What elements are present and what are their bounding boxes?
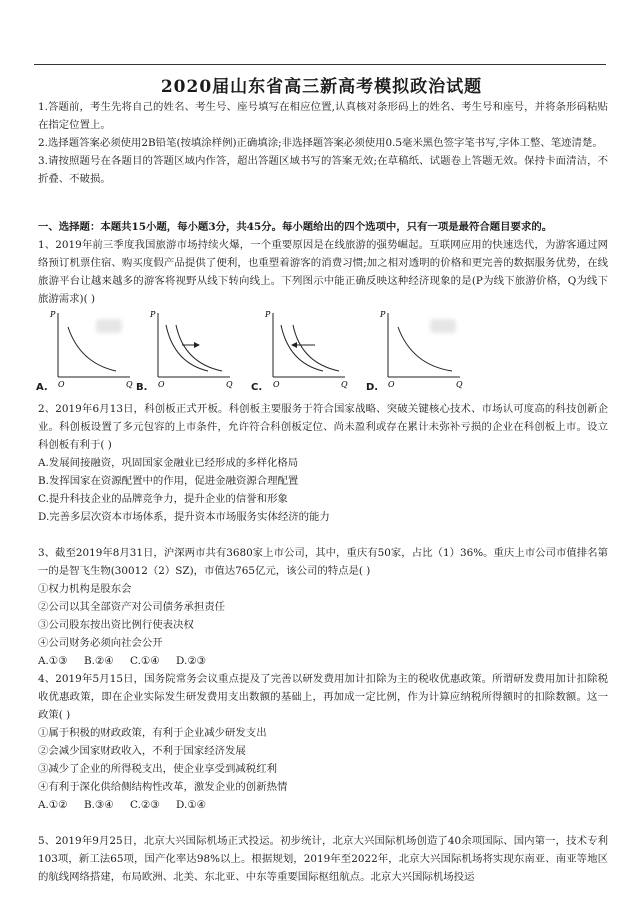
question-2	[38, 400, 608, 526]
question-1	[38, 218, 608, 308]
section-heading: 一、选择题：本题共15小题，每小题3分，共45分。每小题给出的四个选项中，只有一项是最符合题目要求的。	[38, 221, 553, 233]
graph-a-blur	[96, 319, 122, 333]
graph-b	[138, 305, 238, 395]
graph-a-q: Q	[126, 380, 133, 389]
q4-item-1: ①属于积极的财政政策，有利于企业减少研发支出	[38, 727, 267, 739]
graph-c-p: P	[265, 310, 271, 319]
q2-option-d: D.完善多层次资本市场体系，提升资本市场服务实体经济的能力	[38, 511, 330, 523]
graph-c-plot	[253, 305, 353, 395]
q2-option-b: B.发挥国家在资源配置中的作用，促进金融资源合理配置	[38, 475, 299, 487]
graph-b-o: O	[158, 380, 165, 389]
question-2-text: 2、2019年6月13日，科创板正式开板。科创板主要服务于符合国家战略、突破关键核心技术、市场认可度高的科技创新企业。科创板设置了多元包容的上市条件，允许符合科创板定位、尚未盈利或存在累计未弥补亏损的企业在科创板上市。设立科创板有利于( )	[38, 403, 608, 451]
graph-c-o: O	[273, 380, 280, 389]
graph-b-p: P	[150, 310, 156, 319]
graph-c	[253, 305, 353, 395]
q4-item-2: ②会减少国家财政收入，不利于国家经济发展	[38, 745, 246, 757]
instruction-1: 1.答题前，考生先将自己的姓名、考生号、座号填写在相应位置,认真核对条形码上的姓名、考生号和座号，并将条形码粘贴在指定位置上。	[38, 101, 608, 131]
graph-d-p: P	[380, 310, 386, 319]
graph-d	[368, 305, 468, 395]
graph-d-label: D.	[366, 382, 379, 393]
q2-option-a: A.发展间接融资，巩固国家金融业已经形成的多样化格局	[38, 457, 299, 469]
q3-item-1: ①权力机构是股东会	[38, 583, 132, 595]
graph-b-plot	[138, 305, 238, 395]
instructions	[38, 98, 608, 188]
question-4	[38, 670, 608, 814]
q3-answers: A.①③ B.②④ C.①④ D.②③	[38, 655, 206, 667]
top-rule	[34, 64, 606, 65]
instruction-2: 2.选择题答案必须使用2B铅笔(按填涂样例)正确填涂;非选择题答案必须使用0.5毫米黑色签字笔书写,字体工整、笔迹清楚。	[38, 137, 603, 149]
question-1-text: 1、2019年前三季度我国旅游市场持续火爆，一个重要原因是在线旅游的强势崛起。互联网应用的快速迭代，为游客通过网络预订机票住宿、购买度假产品提供了便利，也重塑着游客的消费习惯;加之相对透明的价格和更完善的数据服务优势，在线旅游平台让越来越多的游客将视野从线下转向线上。下列图示中能正确反映这种经济现象的是(P为线下旅游价格，Q为线下旅游需求)( )	[38, 239, 608, 305]
graph-c-q: Q	[341, 380, 348, 389]
instruction-3: 3.请按照题号在各题目的答题区域内作答，超出答题区域书写的答案无效;在草稿纸、试题卷上答题无效。保持卡面清洁，不折叠、不破损。	[38, 155, 608, 185]
q4-answers: A.①② B.③④ C.②③ D.①④	[38, 799, 206, 811]
question-3-text: 3、截至2019年8月31日，沪深两市共有3680家上市公司，其中，重庆有50家，占比（1）36%。重庆上市公司市值排名第一的是智飞生物(30012（2）SZ)，市值达765亿元，该公司的特点是( )	[38, 547, 608, 577]
question-5-text: 5、2019年9月25日，北京大兴国际机场正式投运。初步统计，北京大兴国际机场创造了40余项国际、国内第一，技术专利103项，新工法65项，国产化率达98%以上。根据规划，2019年至2022年，北京大兴国际机场将实现东南亚、南亚等地区的航线网络搭建，布局欧洲、北美、东北亚、中东等重要国际枢纽航点。北京大兴国际机场投运	[38, 835, 608, 883]
graph-a-o: O	[58, 380, 65, 389]
graph-a-p: P	[50, 310, 56, 319]
question-3	[38, 544, 608, 670]
q4-item-4: ④有利于深化供给侧结构性改革，激发企业的创新热情	[38, 781, 288, 793]
graph-a	[38, 305, 138, 395]
q4-item-3: ③减少了企业的所得税支出，使企业享受到减税红利	[38, 763, 277, 775]
graph-d-q: Q	[456, 380, 463, 389]
graph-d-blur	[430, 319, 456, 333]
question-5	[38, 832, 608, 886]
graph-b-q: Q	[226, 380, 233, 389]
q3-item-2: ②公司以其全部资产对公司债务承担责任	[38, 601, 226, 613]
q3-item-3: ③公司股东按出资比例行使表决权	[38, 619, 194, 631]
graph-b-label: B.	[136, 382, 148, 393]
q3-item-4: ④公司财务必须向社会公开	[38, 637, 163, 649]
q1-graphs	[38, 305, 538, 395]
graph-c-label: C.	[251, 382, 263, 393]
q2-option-c: C.提升科技企业的品牌竞争力，提升企业的信誉和形象	[38, 493, 288, 505]
graph-d-o: O	[388, 380, 395, 389]
question-4-text: 4、2019年5月15日，国务院常务会议重点提及了完善以研发费用加计扣除为主的税收优惠政策。所谓研发费用加计扣除税收优惠政策，即在企业实际发生研发费用支出数额的基础上，再加成一定比例，作为计算应纳税所得额时的扣除数额。这一政策( )	[38, 673, 608, 721]
graph-a-plot	[38, 305, 138, 395]
page-title: 2020届山东省高三新高考模拟政治试题	[160, 77, 483, 97]
graph-a-label: A.	[36, 382, 48, 393]
